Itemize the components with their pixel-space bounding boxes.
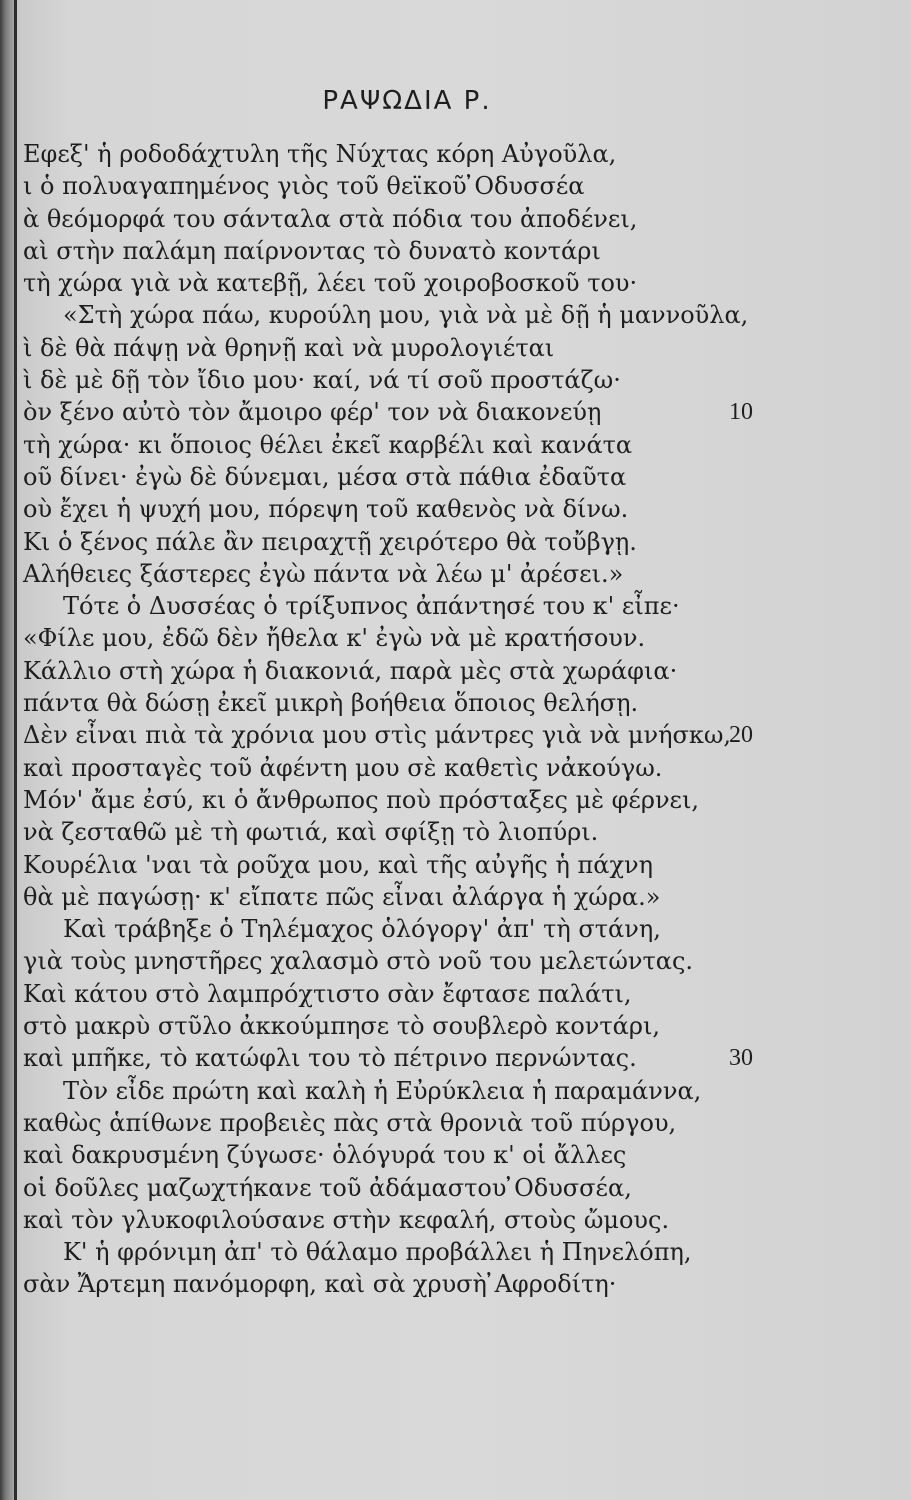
verse-line	[17, 429, 877, 461]
verse-line	[17, 461, 877, 493]
verse-line	[17, 267, 877, 299]
verse-line	[17, 332, 877, 364]
line-number: 30	[729, 1045, 753, 1072]
verse-text: Κουρέλια 'ναι τὰ ροῦχα μου, καὶ τῆς αὐγῆς ἡ πάχνη	[23, 850, 653, 879]
verse-text: Τότε ὁ Δυσσέας ὁ τρίξυπνος ἀπάντησέ του κ' εἶπε·	[63, 592, 680, 621]
verse-line	[17, 945, 877, 977]
verse-text: νὰ ζεσταθῶ μὲ τὴ φωτιά, καὶ σφίξῃ τὸ λιοπύρι.	[23, 818, 599, 847]
page-title: ΡΑΨΩΔΙΑ Ρ.	[322, 86, 492, 116]
book-page	[17, 0, 911, 1500]
verse-line	[17, 913, 877, 945]
verse-line	[17, 655, 877, 687]
verse-line	[17, 138, 877, 170]
verse-line	[17, 978, 877, 1010]
verse-line	[17, 687, 877, 719]
verse-line	[17, 622, 877, 654]
verse-text: οὺ ἔχει ἡ ψυχή μου, πόρεψη τοῦ καθενὸς νὰ δίνω.	[23, 495, 629, 524]
verse-line	[17, 203, 877, 235]
verse-text: Κάλλιο στὴ χώρα ἡ διακονιά, παρὰ μὲς στὰ χωράφια·	[23, 656, 678, 685]
verse-line	[17, 235, 877, 267]
verse-text: Κ' ἡ φρόνιμη ἀπ' τὸ θάλαμο προβάλλει ἡ Πηνελόπη,	[63, 1238, 692, 1267]
book-gutter-shadow	[0, 0, 14, 1500]
line-number: 10	[729, 399, 753, 426]
verse-text: καὶ τὸν γλυκοφιλούσανε στὴν κεφαλή, στοὺς ὤμους.	[23, 1205, 670, 1234]
verse-line	[17, 881, 877, 913]
verse-text: Καὶ κάτου στὸ λαμπρόχτιστο σὰν ἔφτασε παλάτι,	[23, 979, 632, 1008]
verse-line	[17, 1236, 877, 1268]
verse-text: Κι ὁ ξένος πάλε ἂν πειραχτῇ χειρότερο θὰ τοὔβγῃ.	[23, 527, 637, 556]
verse-text: Μόν' ἄμε ἐσύ, κι ὁ ἄνθρωπος ποὺ πρόσταξες μὲ φέρνει,	[23, 785, 700, 814]
verse-line	[17, 719, 877, 751]
verse-line	[17, 1010, 877, 1042]
verse-text: πάντα θὰ δώσῃ ἐκεῖ μικρὴ βοήθεια ὅποιος θελήσῃ.	[23, 689, 639, 718]
verse-text: καὶ προσταγὲς τοῦ ἀφέντη μου σὲ καθετὶς νἀκούγω.	[23, 753, 663, 782]
verse-text: Καὶ τράβηξε ὁ Τηλέμαχος ὁλόγοργ' ἀπ' τὴ στάνη,	[63, 915, 661, 944]
verse-text: αὶ στὴν παλάμη παίρνοντας τὸ δυνατὸ κοντάρι	[23, 236, 601, 265]
verse-text: ὰ θεόμορφά του σάνταλα στὰ πόδια του ἀποδένει,	[23, 204, 638, 233]
verse-text: «Στὴ χώρα πάω, κυρούλη μου, γιὰ νὰ μὲ δῇ ἡ μαννοῦλα,	[63, 301, 749, 330]
verse-line	[17, 299, 877, 331]
verse-line	[17, 1268, 877, 1300]
verse-line	[17, 784, 877, 816]
verse-text: Τὸν εἶδε πρώτη καὶ καλὴ ἡ Εὐρύκλεια ἡ παραμάννα,	[63, 1076, 702, 1105]
poem-text	[17, 138, 877, 1301]
verse-line	[17, 1075, 877, 1107]
verse-line	[17, 526, 877, 558]
verse-line	[17, 816, 877, 848]
verse-text: οἱ δοῦλες μαζωχτήκανε τοῦ ἀδάμαστου ̓Οδυσσέα,	[23, 1173, 632, 1202]
verse-text: ι ὁ πολυαγαπημένος γιὸς τοῦ θεϊκοῦ ̓Οδυσσέα	[23, 172, 585, 201]
verse-text: καθὼς ἁπίθωνε προβειὲς πὰς στὰ θρονιὰ τοῦ πύργου,	[23, 1108, 677, 1137]
verse-line	[17, 849, 877, 881]
verse-text: ὶ δὲ θὰ πάψῃ νὰ θρηνῇ καὶ νὰ μυρολογιέται	[23, 333, 555, 362]
verse-text: «Φίλε μου, ἐδῶ δὲν ἤθελα κ' ἐγὼ νὰ μὲ κρατήσουν.	[23, 624, 646, 653]
verse-line	[17, 396, 877, 428]
verse-text: καὶ μπῆκε, τὸ κατώφλι του τὸ πέτρινο περνώντας.	[23, 1044, 637, 1073]
verse-text: τὴ χώρα· κι ὅποιος θέλει ἐκεῖ καρβέλι καὶ κανάτα	[23, 430, 633, 459]
verse-text: ὶ δὲ μὲ δῇ τὸν ἴδιο μου· καί, νά τί σοῦ προστάζω·	[23, 366, 621, 395]
verse-line	[17, 1042, 877, 1074]
verse-line	[17, 364, 877, 396]
verse-line	[17, 752, 877, 784]
verse-line	[17, 1107, 877, 1139]
verse-line	[17, 558, 877, 590]
verse-text: θὰ μὲ παγώσῃ· κ' εἴπατε πῶς εἶναι ἀλάργα ἡ χώρα.»	[23, 882, 661, 911]
verse-text: οῦ δίνει· ἐγὼ δὲ δύνεμαι, μέσα στὰ πάθια ἐδαῦτα	[23, 462, 627, 491]
verse-text: σὰν Ἄρτεμη πανόμορφη, καὶ σὰ χρυσὴ ̓Αφροδίτη·	[23, 1270, 617, 1299]
verse-line	[17, 1139, 877, 1171]
verse-text: Δὲν εἶναι πιὰ τὰ χρόνια μου στὶς μάντρες γιὰ νὰ μνήσκω,	[23, 721, 732, 750]
verse-line	[17, 1172, 877, 1204]
verse-text: ὸν ξένο αὐτὸ τὸν ἄμοιρο φέρ' τον νὰ διακονεύῃ	[23, 398, 602, 427]
verse-text: Αλήθειες ξάστερες ἐγὼ πάντα νὰ λέω μ' ἀρέσει.»	[23, 559, 624, 588]
verse-text: τὴ χώρα γιὰ νὰ κατεβῇ, λέει τοῦ χοιροβοσκοῦ του·	[23, 269, 638, 298]
verse-line	[17, 493, 877, 525]
verse-text: καὶ δακρυσμένη ζύγωσε· ὁλόγυρά του κ' οἱ ἄλλες	[23, 1141, 627, 1170]
verse-text: γιὰ τοὺς μνηστῆρες χαλασμὸ στὸ νοῦ του μελετώντας.	[23, 947, 694, 976]
verse-line	[17, 590, 877, 622]
line-number: 20	[729, 722, 753, 749]
verse-text: Εφεξ' ἡ ροδοδάχτυλη τῆς Νύχτας κόρη Αὐγοῦλα,	[23, 140, 617, 168]
verse-text: στὸ μακρὺ στῦλο ἀκκούμπησε τὸ σουβλερὸ κοντάρι,	[23, 1012, 661, 1041]
verse-line	[17, 1204, 877, 1236]
verse-line	[17, 170, 877, 202]
